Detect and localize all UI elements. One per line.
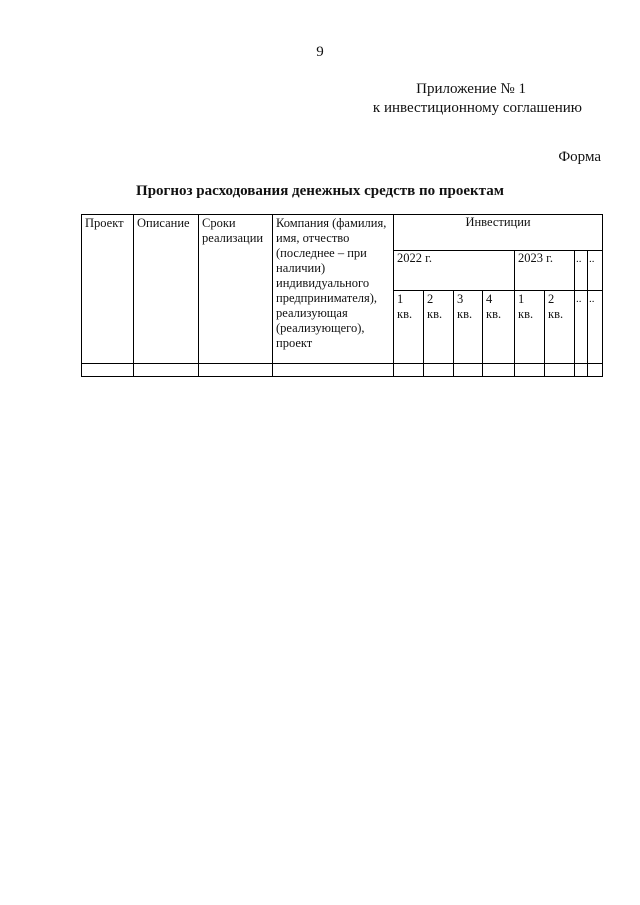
- cell-company: [273, 364, 394, 377]
- header-project: Проект: [82, 215, 134, 364]
- page-number: 9: [316, 44, 324, 60]
- cell-project: [82, 364, 134, 377]
- quarter-ellipsis-1: ..: [575, 290, 588, 363]
- quarter-2023-2: 2 кв.: [545, 290, 575, 363]
- cell-q3: [454, 364, 483, 377]
- cell-q1: [394, 364, 424, 377]
- header-timeline: Сроки реализации: [199, 215, 273, 364]
- header-row-1: [82, 215, 603, 251]
- cell-q6: [545, 364, 575, 377]
- year-ellipsis-2: ..: [588, 250, 603, 290]
- year-2022: 2022 г.: [394, 250, 515, 290]
- quarter-2022-4: 4 кв.: [483, 290, 515, 363]
- cell-description: [134, 364, 199, 377]
- quarter-2023-1: 1 кв.: [515, 290, 545, 363]
- quarter-ellipsis-2: ..: [588, 290, 603, 363]
- cell-q4: [483, 364, 515, 377]
- forecast-table: [81, 214, 603, 377]
- cell-q7: [575, 364, 588, 377]
- quarter-2022-3: 3 кв.: [454, 290, 483, 363]
- year-2023: 2023 г.: [515, 250, 575, 290]
- quarter-2022-1: 1 кв.: [394, 290, 424, 363]
- appendix-title: Приложение № 1: [416, 81, 526, 97]
- header-investments: Инвестиции: [394, 215, 603, 251]
- cell-q8: [588, 364, 603, 377]
- cell-q5: [515, 364, 545, 377]
- document-title: Прогноз расходования денежных средств по проектам: [136, 183, 504, 199]
- header-description: Описание: [134, 215, 199, 364]
- form-label: Форма: [558, 149, 601, 165]
- cell-timeline: [199, 364, 273, 377]
- quarter-2022-2: 2 кв.: [424, 290, 454, 363]
- appendix-reference: [373, 80, 582, 118]
- appendix-subtitle: к инвестиционному соглашению: [372, 100, 582, 116]
- year-ellipsis-1: ..: [575, 250, 588, 290]
- cell-q2: [424, 364, 454, 377]
- table-row: [82, 364, 603, 377]
- header-company: Компания (фамилия, имя, отчество (последнее – при наличии) индивидуального предпринимателя), реализующая (реализующего), проект: [273, 215, 394, 364]
